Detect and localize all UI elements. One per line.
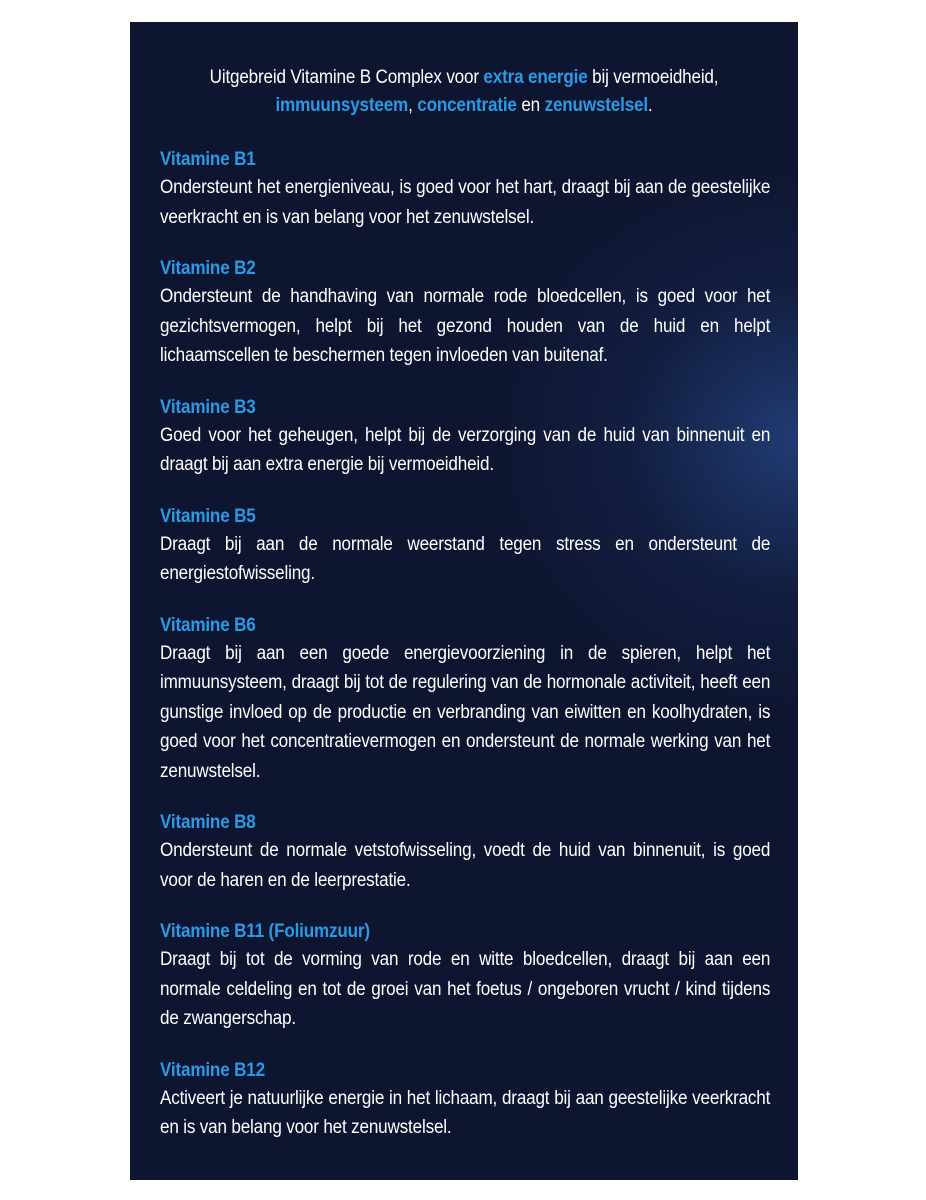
section-heading: Vitamine B1 [160,149,256,170]
section-heading: Vitamine B2 [160,258,256,279]
intro-part3: , [408,95,418,116]
section-heading: Vitamine B12 [160,1059,265,1081]
section-text: Goed voor het geheugen, helpt bij de verzorging van de huid van binnenuit en draagt bij aan extra energie bij vermoeidheid. [160,424,771,475]
section-heading: Vitamine B3 [160,396,256,418]
section-text: Activeert je natuurlijke energie in het lichaam, draagt bij aan geestelijke veerkracht en is van belang voor het zenuwstelsel. [160,1087,771,1138]
info-panel [130,22,798,1180]
section-text: Ondersteunt de normale vetstofwisseling, voedt de huid van binnenuit, is goed voor de haren en de leerprestatie. [160,840,771,891]
intro-part2: bij vermoeidheid, [587,67,719,88]
intro-part5: . [647,95,653,116]
intro-highlight-concentration: concentratie [417,95,517,116]
section-text: Ondersteunt het energieniveau, is goed voor het hart, draagt bij aan de geestelijke veerkracht en is van belang voor het zenuwstelsel. [160,177,771,228]
intro-highlight-nerves: zenuwstelsel [544,95,648,116]
section-b3 [160,394,770,480]
section-heading: Vitamine B5 [160,505,256,527]
section-heading: Vitamine B6 [160,614,256,636]
intro-text [163,64,764,120]
section-text: Draagt bij tot de vorming van rode en witte bloedcellen, draagt bij aan een normale celdeling en tot de groei van het foetus / ongeboren vrucht / kind tijdens de zwangerschap. [160,949,771,1029]
section-b2 [160,255,770,371]
intro-highlight-immune: immuunsysteem [275,95,409,116]
section-b5 [160,503,770,589]
intro-part1: Uitgebreid Vitamine B Complex voor [209,67,484,88]
intro-part4: en [516,95,545,116]
section-heading: Vitamine B11 (Foliumzuur) [160,921,370,942]
section-heading: Vitamine B8 [160,812,256,833]
section-text: Ondersteunt de handhaving van normale rode bloedcellen, is goed voor het gezichtsvermogen, helpt bij het gezond houden van de huid en helpt lichaamscellen te beschermen tegen invloeden van buitenaf. [160,286,771,366]
section-b8 [160,809,770,895]
section-b11 [160,918,770,1034]
section-b1 [160,146,770,232]
section-b12 [160,1057,770,1143]
section-text: Draagt bij aan de normale weerstand tegen stress en ondersteunt de energiestofwisseling. [160,533,771,584]
section-text: Draagt bij aan een goede energievoorziening in de spieren, helpt het immuunsysteem, draagt bij tot de regulering van de hormonale activiteit, heeft een gunstige invloed op de productie en verbranding van eiwitten en koolhydraten, is goed voor het concentratievermogen en ondersteunt de normale werking van het zenuwstelsel. [160,642,771,782]
vitamin-sections [160,146,770,1166]
section-b6 [160,612,770,787]
intro-highlight-energy: extra energie [483,67,588,88]
